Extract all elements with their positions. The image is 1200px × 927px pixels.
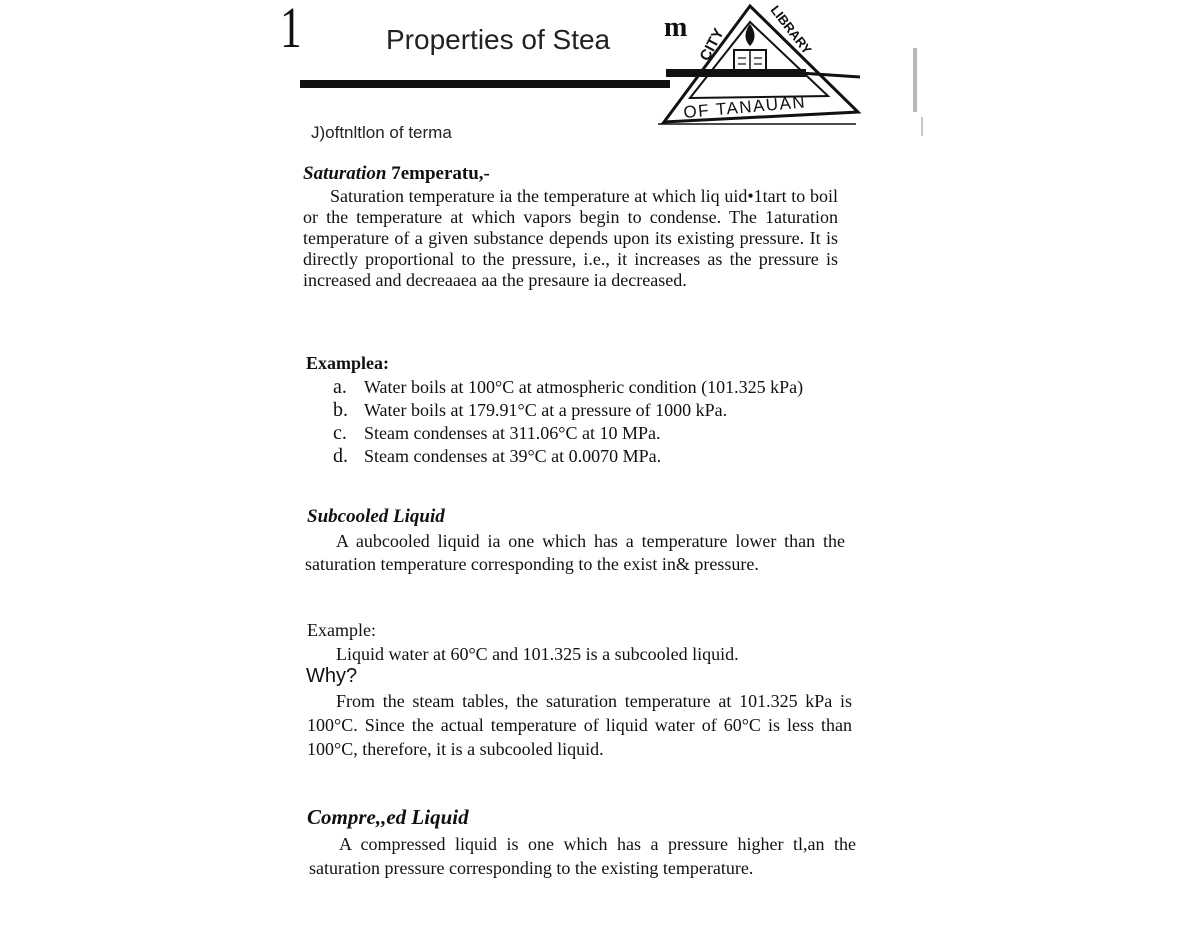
list-item-letter: d. — [333, 445, 348, 467]
list-item-text: Steam condenses at 39°C at 0.0070 MPa. — [364, 446, 662, 466]
compressed-paragraph: A compressed liquid is one which has a pressure higher tl,an the saturation pressure corresponding to the existing temperature. — [309, 834, 856, 878]
list-item-letter: a. — [333, 376, 347, 398]
margin-mark — [913, 48, 917, 112]
chapter-title: Properties of Stea — [386, 24, 611, 55]
why-label: Why? — [306, 665, 358, 687]
list-item-letter: c. — [333, 422, 347, 444]
compressed-heading: Compre,,ed Liquid — [307, 805, 469, 829]
examples-heading: Examplea: — [306, 353, 389, 373]
list-item — [333, 400, 833, 420]
examples-list — [333, 377, 833, 469]
stamp-text-city: CITY — [696, 25, 728, 64]
margin-mark — [921, 117, 923, 136]
list-item-text: Water boils at 179.91°C at a pressure of 1000 kPa. — [364, 400, 728, 420]
chapter-title-tail: m — [664, 12, 688, 43]
saturation-heading — [303, 162, 490, 186]
definition-heading: J)oftnltlon of terma — [311, 123, 452, 142]
chapter-number: 1 — [280, 0, 302, 60]
list-item-letter: b. — [333, 399, 348, 421]
stamp-text-tanauan: OF TANAUAN — [682, 92, 807, 122]
list-item-text: Steam condenses at 311.06°C at 10 MPa. — [364, 423, 661, 443]
subcooled-paragraph: A aubcooled liquid ia one which has a temperature lower than the saturation temperature corresponding to the exist in& pressure. — [305, 531, 845, 574]
list-item — [333, 423, 833, 443]
saturation-heading-rest: 7emperatu,- — [386, 163, 490, 184]
saturation-heading-italic: Saturation — [303, 163, 387, 184]
list-item-text: Water boils at 100°C at atmospheric condition (101.325 kPa) — [364, 377, 804, 397]
saturation-paragraph: Saturation temperature ia the temperature at which liq uid•1tart to boil or the temperature at which vapors begin to condense. The 1aturation temperature of a given substance depends upon its existing pressure. It is directly proportional to the pressure, i.e., it increases as the pressure is increased and decreaaea aa the presaure ia decreased. — [303, 186, 838, 290]
list-item — [333, 446, 833, 466]
library-stamp — [650, 0, 865, 130]
example-label: Example: — [307, 620, 376, 640]
why-paragraph: From the steam tables, the saturation temperature at 101.325 kPa is 100°C. Since the actual temperature of liquid water of 60°C is less than 100°C, therefore, it is a subcooled liquid. — [307, 691, 852, 759]
list-item — [333, 377, 833, 397]
example-text: Liquid water at 60°C and 101.325 is a subcooled liquid. — [336, 644, 739, 664]
subcooled-heading: Subcooled Liquid — [307, 506, 445, 527]
header-rule — [300, 80, 670, 88]
stamp-text-library: LIBRARY — [767, 2, 815, 57]
